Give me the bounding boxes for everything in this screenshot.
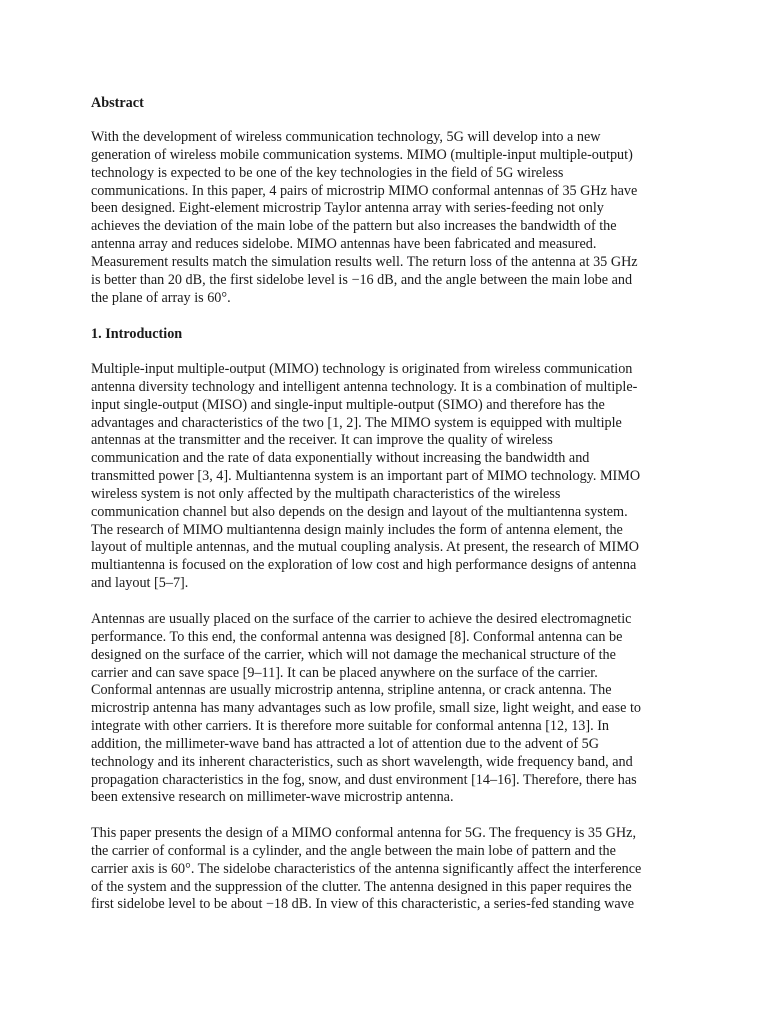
text-line: The research of MIMO multiantenna design mainly includes the form of antenna element, the: [91, 521, 623, 538]
text-line: Conformal antennas are usually microstrip antenna, stripline antenna, or crack antenna. The: [91, 682, 612, 699]
introduction-paragraph-1: [91, 361, 640, 593]
introduction-heading: 1. Introduction: [91, 326, 183, 342]
introduction-paragraph-2: [91, 611, 641, 807]
text-line: antennas at the transmitter and the receiver. It can improve the quality of wireless: [91, 432, 553, 449]
text-line: been designed. Eight-element microstrip Taylor antenna array with series-feeding not only: [91, 200, 604, 217]
text-line: antenna array and reduces sidelobe. MIMO antennas have been fabricated and measured.: [91, 236, 597, 253]
text-line: antenna diversity technology and intelligent antenna technology. It is a combination of multiple-: [91, 378, 638, 395]
text-line: multiantenna is focused on the exploration of low cost and high performance designs of antenna: [91, 557, 637, 574]
text-line: With the development of wireless communication technology, 5G will develop into a new: [91, 129, 601, 145]
text-line: technology is expected to be one of the key technologies in the field of 5G wireless: [91, 164, 564, 181]
text-line: This paper presents the design of a MIMO conformal antenna for 5G. The frequency is 35 GHz,: [91, 825, 637, 841]
text-line: achieves the deviation of the main lobe of the pattern but also increases the bandwidth of the: [91, 218, 617, 235]
text-line: communications. In this paper, 4 pairs of microstrip MIMO conformal antennas of 35 GHz have: [91, 182, 638, 199]
text-line: transmitted power [3, 4]. Multiantenna system is an important part of MIMO technology. MIMO: [91, 468, 641, 485]
text-line: propagation characteristics in the fog, snow, and dust environment [14–16]. Therefore, there has: [91, 771, 637, 788]
text-line: of the system and the suppression of the clutter. The antenna designed in this paper requires the: [91, 878, 632, 895]
abstract-heading: Abstract: [91, 95, 144, 111]
abstract-paragraph: [91, 129, 638, 307]
text-line: carrier axis is 60°. The sidelobe characteristics of the antenna significantly affect the interference: [91, 860, 642, 877]
text-line: first sidelobe level to be about −18 dB. In view of this characteristic, a series-fed standing wave: [91, 896, 635, 913]
text-line: designed on the surface of the carrier, which will not damage the mechanical structure of the: [91, 646, 616, 663]
text-line: communication channel but also depends on the design and layout of the multiantenna system.: [91, 503, 628, 520]
text-line: integrate with other carriers. It is therefore more suitable for conformal antenna [12, 13]. In: [91, 718, 610, 735]
text-line: Multiple-input multiple-output (MIMO) technology is originated from wireless communication: [91, 361, 633, 377]
text-line: and layout [5–7].: [91, 575, 189, 592]
text-line: performance. To this end, the conformal antenna was designed [8]. Conformal antenna can be: [91, 628, 623, 645]
text-line: been extensive research on millimeter-wave microstrip antenna.: [91, 789, 454, 806]
text-line: wireless system is not only affected by the multipath characteristics of the wireless: [91, 485, 561, 502]
text-line: input single-output (MISO) and single-input multiple-output (SIMO) and therefore has the: [91, 396, 605, 413]
text-line: the carrier of conformal is a cylinder, and the angle between the main lobe of pattern and the: [91, 842, 616, 859]
text-line: technology and its inherent characteristics, such as short wavelength, wide frequency band, and: [91, 753, 633, 770]
text-line: communication and the rate of data exponentially without increasing the bandwidth and: [91, 450, 590, 467]
text-line: Antennas are usually placed on the surface of the carrier to achieve the desired electromagnetic: [91, 611, 632, 627]
text-line: the plane of array is 60°.: [91, 289, 231, 306]
text-line: is better than 20 dB, the first sidelobe level is −16 dB, and the angle between the main lobe and: [91, 271, 633, 288]
text-line: Measurement results match the simulation results well. The return loss of the antenna at 35 GHz: [91, 253, 638, 270]
text-line: addition, the millimeter-wave band has attracted a lot of attention due to the advent of 5G: [91, 735, 599, 752]
text-line: carrier and can save space [9–11]. It can be placed anywhere on the surface of the carrier.: [91, 664, 598, 681]
text-line: microstrip antenna has many advantages such as low profile, small size, light weight, and ease to: [91, 700, 642, 717]
text-line: advantages and characteristics of the two [1, 2]. The MIMO system is equipped with multiple: [91, 414, 622, 431]
text-line: layout of multiple antennas, and the mutual coupling analysis. At present, the research of MIMO: [91, 539, 640, 556]
text-line: generation of wireless mobile communication systems. MIMO (multiple-input multiple-output): [91, 146, 633, 163]
introduction-paragraph-3: [91, 825, 641, 914]
